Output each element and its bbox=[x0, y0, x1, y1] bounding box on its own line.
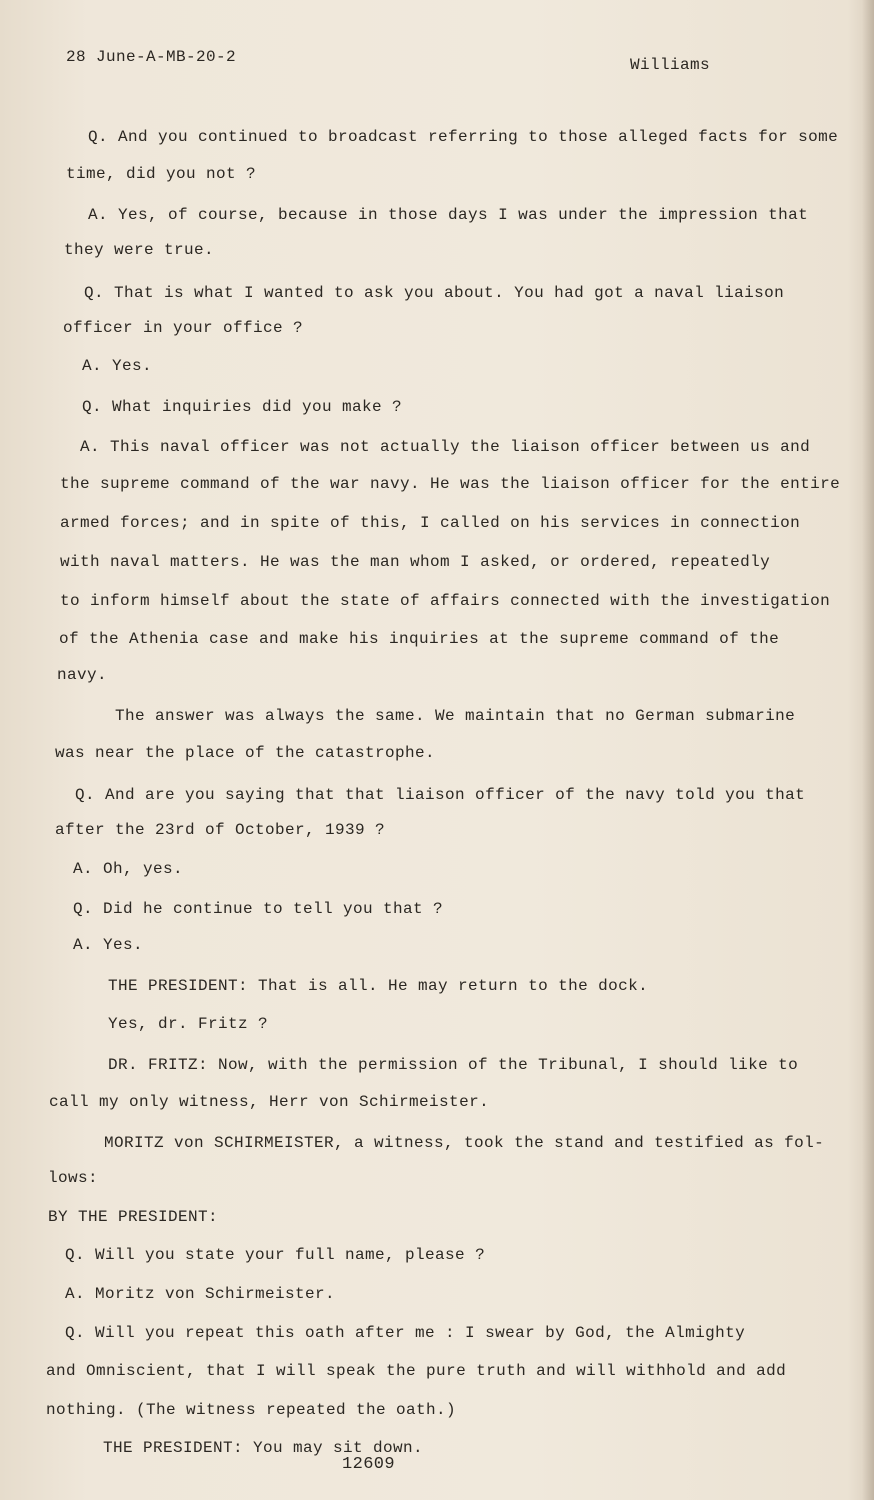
text-line: time, did you not ? bbox=[66, 165, 257, 183]
header-document-id: 28 June-A-MB-20-2 bbox=[66, 48, 237, 66]
text-line: A. Yes. bbox=[82, 357, 153, 375]
text-line: Q. And are you saying that that liaison officer of the navy told you that bbox=[75, 786, 806, 804]
text-line: and Omniscient, that I will speak the pure truth and will withhold and add bbox=[46, 1362, 787, 1380]
text-line: A. Yes. bbox=[73, 936, 144, 954]
text-line: BY THE PRESIDENT: bbox=[48, 1208, 219, 1226]
text-line: Q. Did he continue to tell you that ? bbox=[73, 900, 444, 918]
page-number: 12609 bbox=[342, 1455, 396, 1474]
text-line: Q. Will you repeat this oath after me : I swear by God, the Almighty bbox=[65, 1324, 746, 1342]
text-line: was near the place of the catastrophe. bbox=[55, 744, 436, 762]
text-line: DR. FRITZ: Now, with the permission of the Tribunal, I should like to bbox=[108, 1056, 799, 1074]
text-line: THE PRESIDENT: That is all. He may return to the dock. bbox=[108, 977, 649, 995]
text-line: after the 23rd of October, 1939 ? bbox=[55, 821, 386, 839]
text-line: lows: bbox=[48, 1169, 99, 1187]
paper-edge-shadow bbox=[862, 0, 874, 1500]
text-line: to inform himself about the state of affairs connected with the investigation bbox=[60, 592, 831, 610]
text-line: Q. Will you state your full name, please ? bbox=[65, 1246, 486, 1264]
text-line: Yes, dr. Fritz ? bbox=[108, 1015, 269, 1033]
text-line: officer in your office ? bbox=[63, 319, 304, 337]
text-line: they were true. bbox=[64, 241, 215, 259]
text-line: nothing. (The witness repeated the oath.) bbox=[46, 1401, 457, 1419]
text-line: A. Moritz von Schirmeister. bbox=[65, 1285, 336, 1303]
text-line: Q. What inquiries did you make ? bbox=[82, 398, 403, 416]
text-line: Q. That is what I wanted to ask you about. You had got a naval liaison bbox=[84, 284, 785, 302]
text-line: The answer was always the same. We maintain that no German submarine bbox=[115, 707, 796, 725]
text-line: A. This naval officer was not actually the liaison officer between us and bbox=[80, 438, 811, 456]
text-line: THE PRESIDENT: You may sit down. bbox=[103, 1439, 424, 1457]
text-line: navy. bbox=[57, 666, 108, 684]
header-reporter-name: Williams bbox=[630, 56, 711, 74]
text-line: of the Athenia case and make his inquiries at the supreme command of the bbox=[59, 630, 780, 648]
text-line: A. Oh, yes. bbox=[73, 860, 184, 878]
text-line: call my only witness, Herr von Schirmeister. bbox=[49, 1093, 490, 1111]
text-line: Q. And you continued to broadcast referring to those alleged facts for some bbox=[88, 128, 839, 146]
text-line: armed forces; and in spite of this, I called on his services in connection bbox=[60, 514, 801, 532]
text-line: with naval matters. He was the man whom I asked, or ordered, repeatedly bbox=[60, 553, 771, 571]
text-line: MORITZ von SCHIRMEISTER, a witness, took the stand and testified as fol- bbox=[104, 1134, 825, 1152]
text-line: A. Yes, of course, because in those days I was under the impression that bbox=[88, 206, 809, 224]
text-line: the supreme command of the war navy. He was the liaison officer for the entire bbox=[60, 475, 841, 493]
